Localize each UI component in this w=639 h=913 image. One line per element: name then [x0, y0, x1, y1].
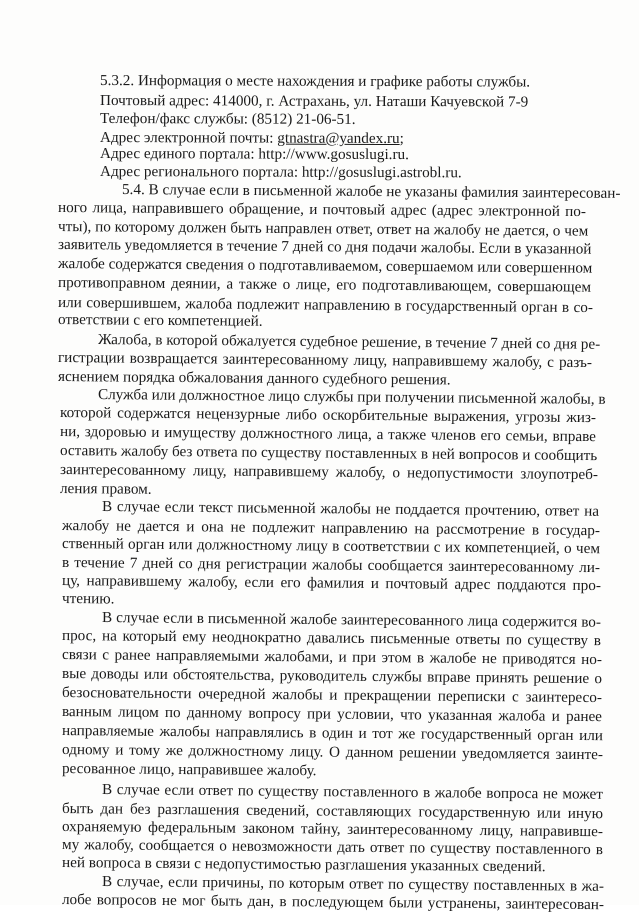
text-line: Жалоба, в которой обжалуется судебное решение, в течение 7 дней со дня ре-: [97, 331, 601, 353]
text-line: заявитель уведомляется в течение 7 дней со дня подачи жалобы. Если в указанной: [57, 236, 592, 258]
text-line: чтению.: [61, 590, 115, 608]
text-line: вые доводы или обстоятельства, руководитель службы вправе принять решение о: [61, 665, 603, 688]
text-line: яснением порядка обжалования данного судебного решения.: [57, 368, 451, 389]
text-line: му жалобу, сообщается о невозможности дать ответ по существу поставленного в: [61, 836, 604, 859]
text-line: которой содержатся нецензурные либо оскорбительные выражения, угрозы жиз-: [59, 404, 597, 427]
text-line: ней вопроса в связи с недопустимостью разглашения указанных сведений.: [61, 854, 546, 876]
text-line: противоправном деянии, а также о лице, его подготавливающем, совершающем: [57, 274, 592, 296]
text-line: охраняемую федеральным законом тайну, заинтересованному лицу, направивше-: [61, 818, 604, 841]
text-line: ственный орган или должностному лицу в соответствии с их компетенцией, о чем: [61, 535, 601, 558]
text-line: жалобу не дается и она не подлежит направлению на рассмотрение в государ-: [61, 517, 601, 540]
text-line: направляемые жалобы направлялись в один и тот же государственный орган или: [61, 722, 604, 745]
text-line: Адрес регионального портала: http://gosuslugi.astrobl.ru.: [99, 163, 462, 182]
text-line: оставить жалобу без ответа по существу поставленных в ней вопросов и сообщить: [59, 442, 598, 465]
text-line: гистрации возвращается заинтересованному лицу, направившему жалобу, с разъ-: [57, 349, 593, 372]
text-line: Адрес электронной почты: gtnastra@yandex.ru;: [99, 129, 404, 148]
text-line: чты), по которому должен быть направлен ответ, ответ на жалобу не дается, о чем: [57, 218, 589, 240]
text-line: В случае, если причины, по которым ответ по существу поставленных в жа-: [101, 873, 605, 895]
text-line: В случае если ответ по существу поставленного в жалобе вопроса не может: [101, 781, 604, 803]
text-line: ного лица, направившего обращение, и почтовый адрес (адрес электронной по-: [57, 199, 587, 221]
text-line: ресованное лицо, направившее жалобу.: [61, 760, 317, 780]
text-line: ни, здоровью и имуществу должностного лица, а также членов его семьи, вправе: [59, 423, 597, 446]
text-line: одному и тому же должностному лицу. О данном решении уведомляется заинте-: [61, 741, 604, 764]
text-line: Адрес единого портала: http://www.gosuslugi.ru.: [99, 145, 409, 164]
text-line: Почтовый адрес: 414000, г. Астрахань, ул. Наташи Качуевской 7-9: [99, 92, 529, 111]
text-line: ванным лицом по данному вопросу при условии, что указанная жалоба и ранее: [61, 703, 603, 726]
text-line: безосновательности очередной жалобы и прекращении переписки с заинтересо-: [61, 684, 603, 707]
text-line: прос, на который ему неоднократно давались письменные ответы по существу в: [61, 627, 602, 650]
email-link[interactable]: gtnastra@yandex.ru: [277, 129, 400, 148]
text-line: ления правом.: [59, 480, 152, 498]
text-line: В случае если в письменной жалобе заинтересованного лица содержится во-: [101, 609, 602, 631]
text-line: В случае если текст письменной жалобы не поддается прочтению, ответ на: [101, 498, 600, 520]
text-line: жалобе содержатся сведения о подготавливаемом, совершаемом или совершенном: [57, 255, 593, 277]
text-line: связи с ранее направляемыми жалобами, и при этом в жалобе не приводятся но-: [61, 646, 603, 669]
text-line: быть дан без разглашения сведений, составляющих государственную или иную: [61, 800, 604, 823]
text-line: Служба или должностное лицо службы при получении письменной жалобы, в: [97, 386, 606, 408]
text-line: заинтересованному лицу, направившему жалобу, о недопустимости злоупотреб-: [59, 461, 599, 484]
text-line: или совершившем, жалоба подлежит направлению в государственный орган в со-: [57, 294, 594, 317]
text-line: 5.4. В случае если в письменной жалобе не указаны фамилия заинтересован-: [121, 181, 621, 202]
text-line: цу, направившему жалобу, если его фамилия и почтовый адрес поддаются про-: [61, 572, 602, 595]
text-line: ответствии с его компетенцией.: [57, 311, 263, 330]
text-line: лобе вопросов не мог быть дан, в последующем были устранены, заинтересован-: [61, 891, 605, 913]
text-line: в течение 7 дней со дня регистрации жалобы сообщается заинтересованному ли-: [61, 554, 601, 577]
text-line: 5.3.2. Информация о месте нахождения и графике работы службы.: [99, 72, 531, 91]
text-line: Телефон/факс службы: (8512) 21-06-51.: [99, 110, 356, 128]
